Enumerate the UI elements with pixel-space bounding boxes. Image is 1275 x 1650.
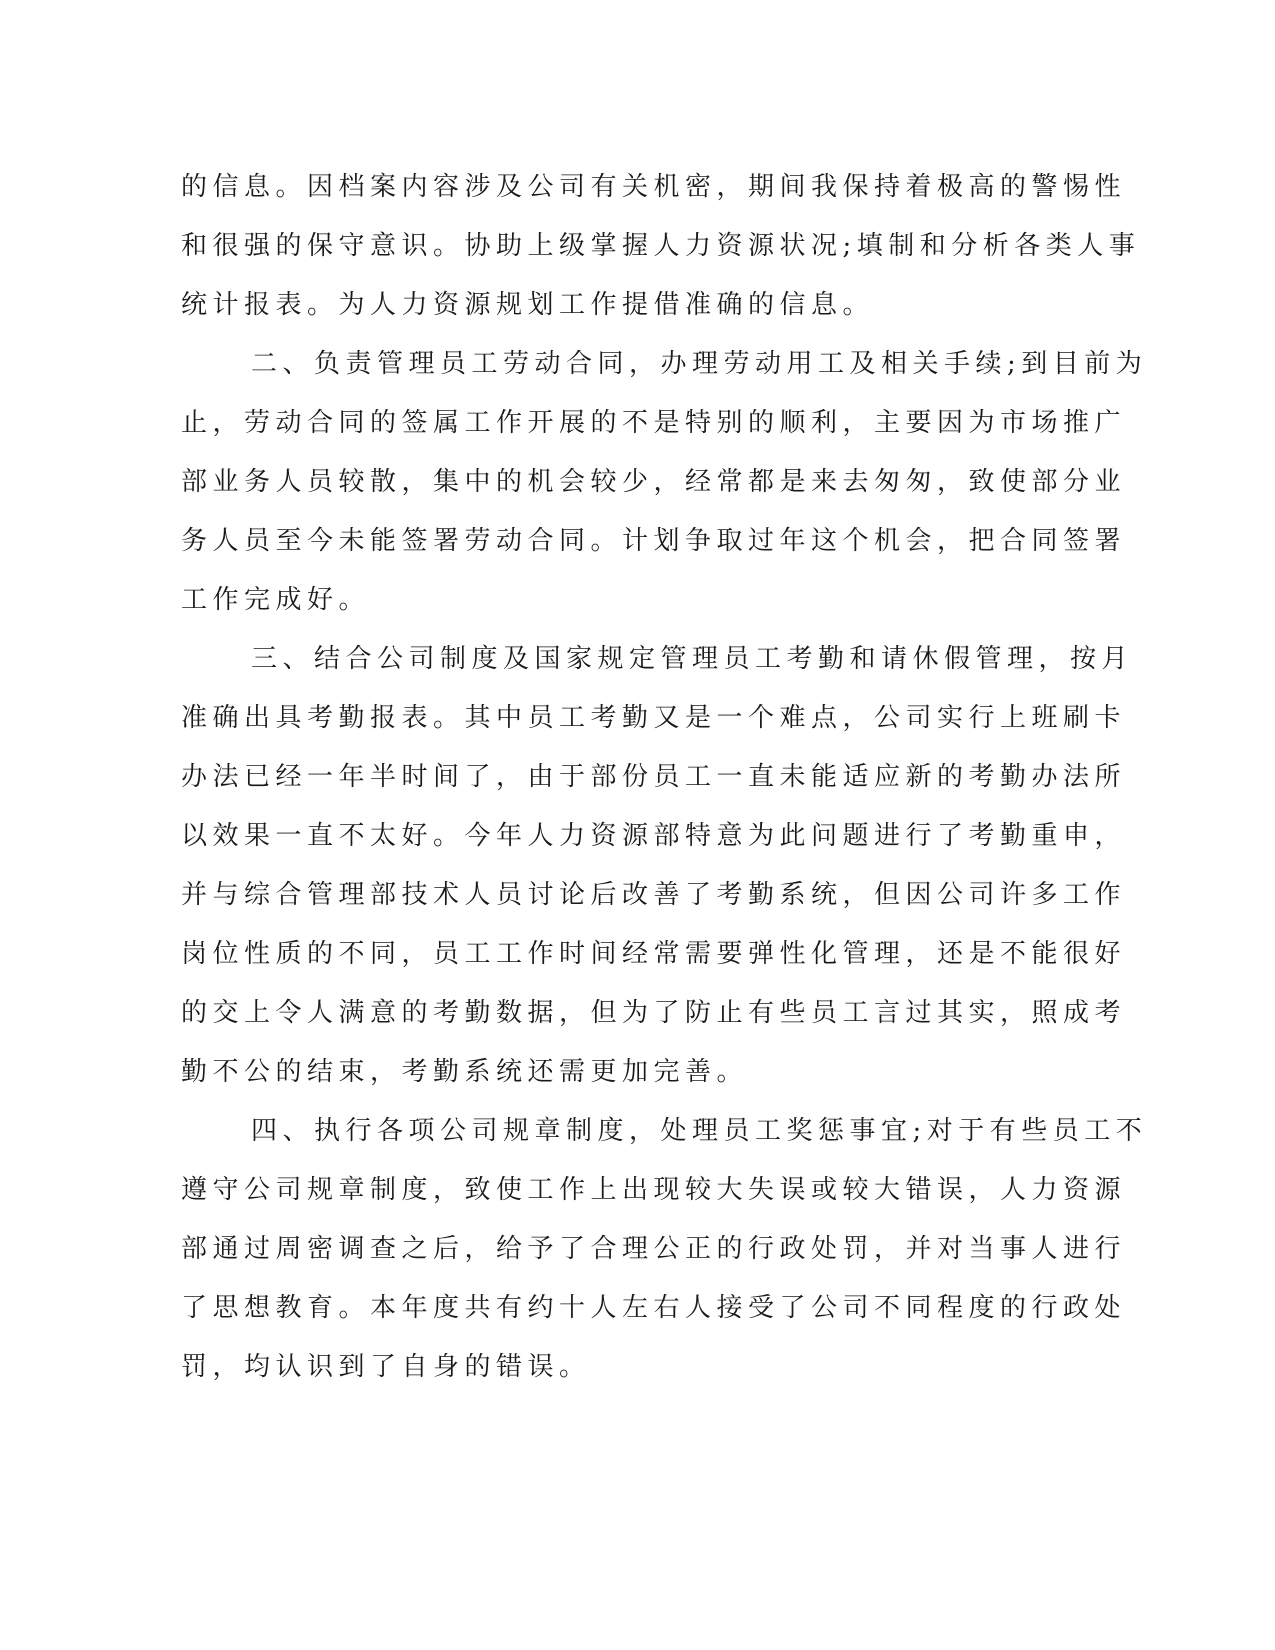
text-line: 了思想教育。本年度共有约十人左右人接受了公司不同程度的行政处 xyxy=(181,1293,1127,1323)
text-line: 办法已经一年半时间了，由于部份员工一直未能适应新的考勤办法所 xyxy=(181,762,1127,792)
text-line: 部业务人员较散，集中的机会较少，经常都是来去匆匆，致使部分业 xyxy=(181,467,1127,497)
text-line: 遵守公司规章制度，致使工作上出现较大失误或较大错误，人力资源 xyxy=(181,1175,1127,1205)
text-line: 勤不公的结束，考勤系统还需更加完善。 xyxy=(181,1057,749,1087)
text-line: 的交上令人满意的考勤数据，但为了防止有些员工言过其实，照成考 xyxy=(181,998,1127,1028)
text-line: 并与综合管理部技术人员讨论后改善了考勤系统，但因公司许多工作 xyxy=(181,880,1127,910)
text-line: 止，劳动合同的签属工作开展的不是特别的顺利，主要因为市场推广 xyxy=(181,408,1127,438)
text-line: 和很强的保守意识。协助上级掌握人力资源状况;填制和分析各类人事 xyxy=(181,231,1141,261)
paragraph-first-line: 四、执行各项公司规章制度，处理员工奖惩事宜;对于有些员工不 xyxy=(251,1116,1148,1146)
text-line: 岗位性质的不同，员工工作时间经常需要弹性化管理，还是不能很好 xyxy=(181,939,1127,969)
text-line: 务人员至今未能签署劳动合同。计划争取过年这个机会，把合同签署 xyxy=(181,526,1127,556)
text-line: 工作完成好。 xyxy=(181,585,371,615)
document-body xyxy=(181,158,1148,1397)
paragraph-first-line: 三、结合公司制度及国家规定管理员工考勤和请休假管理，按月 xyxy=(251,644,1134,674)
text-line: 罚，均认识到了自身的错误。 xyxy=(181,1352,591,1382)
text-line: 统计报表。为人力资源规划工作提借准确的信息。 xyxy=(181,290,875,320)
text-line: 部通过周密调查之后，给予了合理公正的行政处罚，并对当事人进行 xyxy=(181,1234,1127,1264)
text-line: 以效果一直不太好。今年人力资源部特意为此问题进行了考勤重申， xyxy=(181,821,1127,851)
text-line: 准确出具考勤报表。其中员工考勤又是一个难点，公司实行上班刷卡 xyxy=(181,703,1127,733)
paragraph-first-line: 二、负责管理员工劳动合同，办理劳动用工及相关手续;到目前为 xyxy=(251,349,1148,379)
text-line: 的信息。因档案内容涉及公司有关机密，期间我保持着极高的警惕性 xyxy=(181,172,1127,202)
